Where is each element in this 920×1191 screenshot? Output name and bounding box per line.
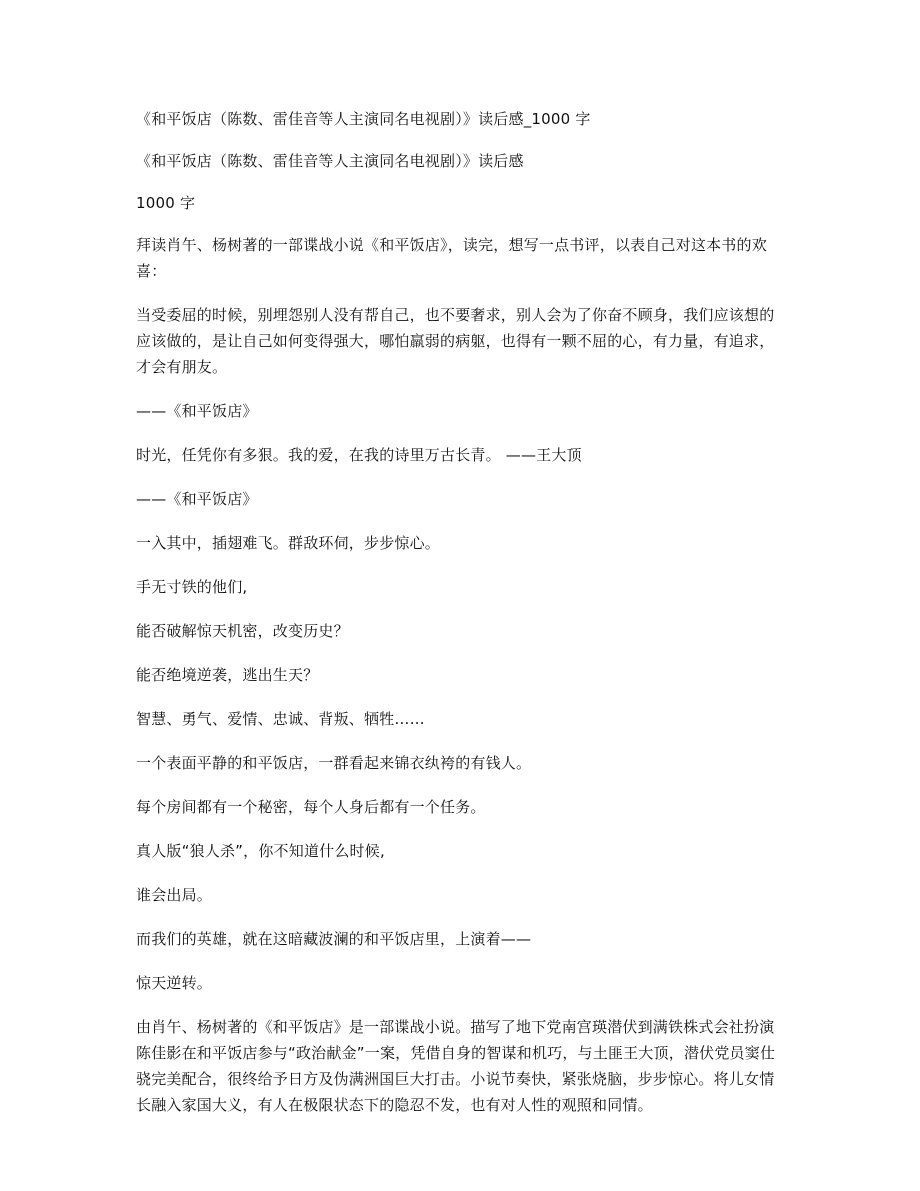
paragraph-tagline: 智慧、勇气、爱情、忠诚、背叛、牺牲…… <box>136 710 425 728</box>
paragraph-poem-quote: 时光，任凭你有多狠。我的爱，在我的诗里万古长青。 ——王大顶 <box>136 446 582 464</box>
paragraph-summary: 由肖午、杨树著的《和平饭店》是一部谍战小说。描写了地下党南宫瑛潜伏到满铁株式会社扮演陈佳影在和平饭店参与“政治献金”一案，凭借自身的智谋和机巧，与土匪王大顶，潜伏党员窦仕骁完美配合，很终给予日方及伪满洲国巨大打击。小说节奏快，紧张烧脑，步步惊心。将儿女情长融入家国大义，有人在极限状态下的隐忍不发，也有对人性的观照和同情。 <box>136 1018 776 1114</box>
paragraph-tagline: 手无寸铁的他们, <box>136 578 248 596</box>
paragraph-tagline: 能否破解惊天机密，改变历史？ <box>136 622 349 640</box>
paragraph-tagline: 而我们的英雄，就在这暗藏波澜的和平饭店里，上演着—— <box>136 930 532 948</box>
paragraph-intro: 拜读肖午、杨树著的一部谍战小说《和平饭店》，读完，想写一点书评，以表自己对这本书的欢喜： <box>136 236 767 280</box>
document-body <box>136 106 786 1136</box>
paragraph-tagline: 每个房间都有一个秘密，每个人身后都有一个任务。 <box>136 798 486 816</box>
paragraph-tagline: 真人版“狼人杀”，你不知道什么时候, <box>136 842 385 860</box>
word-count: 1000 字 <box>136 194 196 212</box>
document-subtitle: 《和平饭店（陈数、雷佳音等人主演同名电视剧）》读后感 <box>136 152 524 170</box>
document-title: 《和平饭店（陈数、雷佳音等人主演同名电视剧）》读后感_1000 字 <box>136 110 591 128</box>
paragraph-tagline: 惊天逆转。 <box>136 974 213 992</box>
paragraph-tagline: 谁会出局。 <box>136 886 213 904</box>
paragraph-attribution: ——《和平饭店》 <box>136 402 258 420</box>
paragraph-tagline: 一个表面平静的和平饭店，一群看起来锦衣纨袴的有钱人。 <box>136 754 532 772</box>
paragraph-tagline: 能否绝境逆袭，逃出生天？ <box>136 666 319 684</box>
paragraph-tagline: 一入其中，插翅难飞。群敌环伺，步步惊心。 <box>136 534 441 552</box>
paragraph-quote: 当受委屈的时候，别埋怨别人没有帮自己，也不要奢求，别人会为了你奋不顾身，我们应该想的应该做的，是让自己如何变得强大，哪怕羸弱的病躯，也得有一颗不屈的心，有力量，有追求，才会有朋友。 <box>136 306 775 376</box>
paragraph-attribution: ——《和平饭店》 <box>136 490 258 508</box>
